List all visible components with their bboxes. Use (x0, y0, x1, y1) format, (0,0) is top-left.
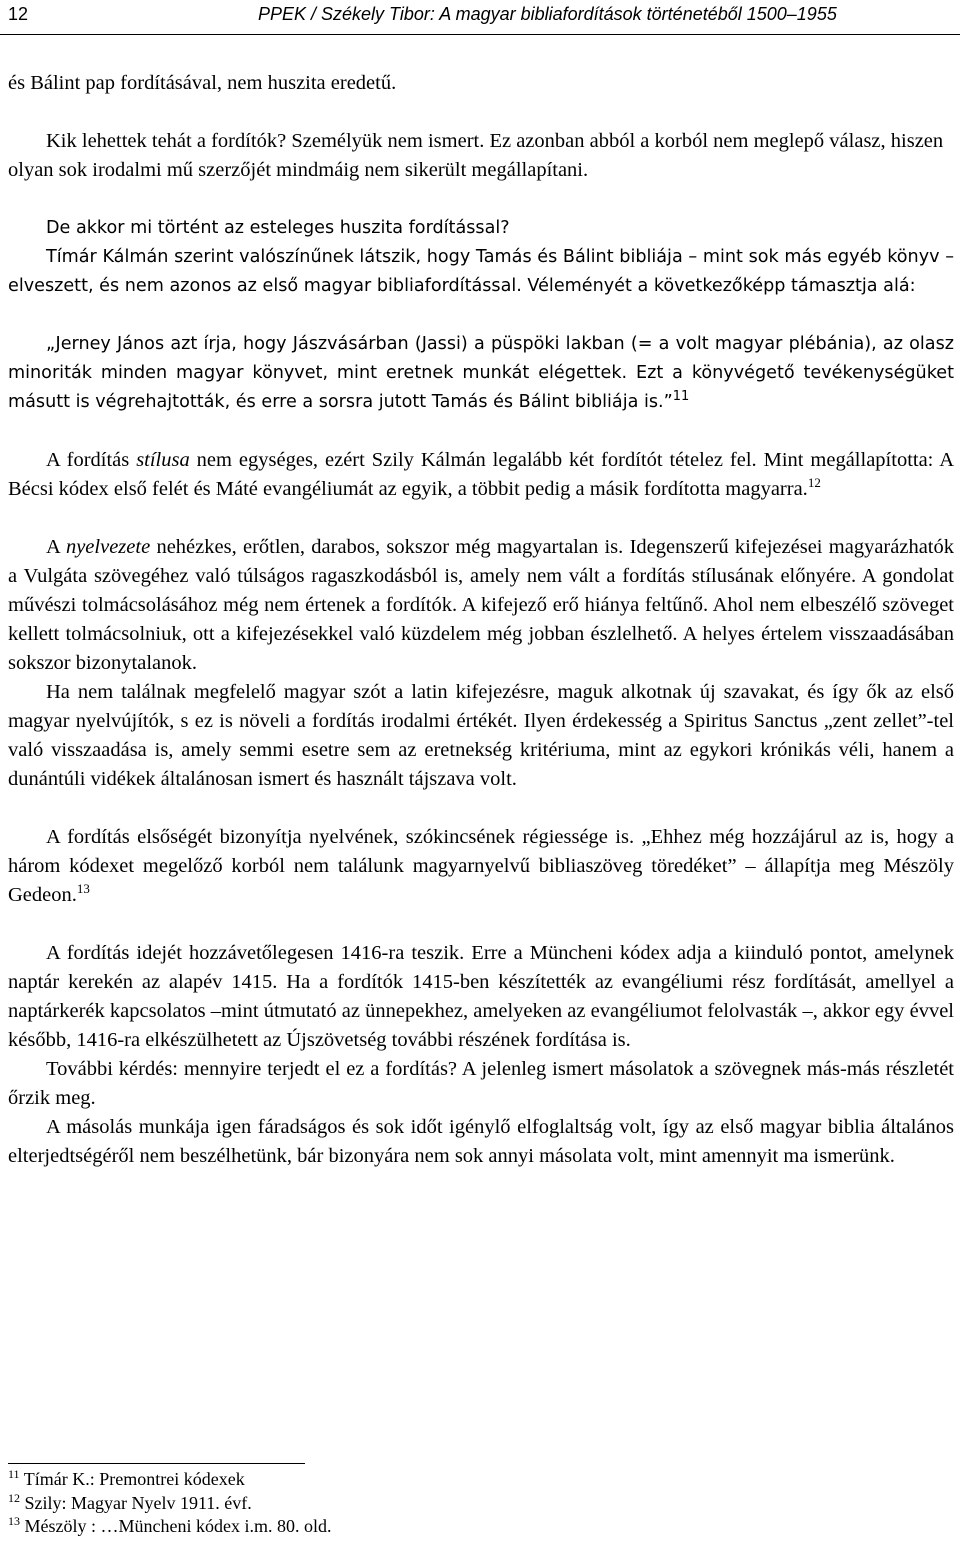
paragraph (8, 446, 954, 504)
paragraph: A másolás munkája igen fáradságos és sok időt igénylő elfoglaltság volt, így az első magyar biblia általános elterjedtségéről nem beszélhetünk, bár bizonyára nem sok annyi másolata volt, mint amennyit ma ismerünk. (8, 1116, 954, 1167)
paragraph: A fordítás idejét hozzávetőlegesen 1416-ra teszik. Erre a Müncheni kódex adja a kiinduló pontot, amelynek naptár kerekén az alapév 1415. Ha a fordítók 1415-ben készítették az evangéliumi rész fordítását, amellyel a naptárkerék kapcsolatos –mint útmutató az ünnepekhez, amelyeken az evangéliumot felolvasták –, akkor egy évvel később, 1416-ra elkészülhetett az Újszövetség további részének fordítása is. (8, 942, 954, 1051)
paragraph: Tímár Kálmán szerint valószínűnek látszik, hogy Tamás és Bálint bibliája – mint sok más egyéb könyv – elveszett, és nem azonos az első magyar bibliafordítással. Véleményét a következőképp támasztja alá: (8, 247, 954, 296)
footnote-separator (8, 1463, 305, 1464)
footnote-text: Szily: Magyar Nyelv 1911. évf. (24, 1492, 252, 1513)
emphasis: nyelvezete (65, 536, 151, 558)
emphasis: stílusa (136, 449, 190, 471)
paragraph: De akkor mi történt az esteleges huszita fordítással? (46, 218, 510, 238)
paragraph (8, 533, 954, 678)
footnote-text: Mészöly : …Müncheni kódex i.m. 80. old. (24, 1516, 332, 1536)
footnote (8, 1515, 908, 1539)
text-run: A (46, 536, 66, 558)
paragraph: és Bálint pap fordításával, nem huszita eredetű. (8, 72, 397, 94)
footnote-ref: 12 (807, 475, 821, 491)
footnote-text: Tímár K.: Premontrei kódexek (23, 1469, 245, 1489)
page-number: 12 (8, 4, 29, 24)
footnote (8, 1492, 908, 1516)
footnote (8, 1468, 908, 1492)
footnote-ref: 13 (76, 881, 90, 897)
footnotes (8, 1468, 908, 1539)
footnote-ref: 11 (672, 389, 690, 405)
text-run: A fordítás (46, 449, 137, 471)
footnote-number: 12 (8, 1490, 20, 1505)
quote-text: „Jerney János azt írja, hogy Jászvásárban (Jassi) a püspöki lakban (= a volt magyar plébánia), az olasz minoriták minden magyar könyvet, mint eretnek munkát elégettek. Ezt a könyvégető tevékenységüket másutt is végrehajtották, és erre a sorsra jutott Tamás és Bálint bibliája is.” (8, 334, 954, 412)
text-run: nem egységes, ezért Szily Kálmán legalább két fordítót tételez fel. Mint megállapította: A Bécsi kódex első felét és Máté evangéliumát az egyik, a többit pedig a másik fordította magyarra. (8, 449, 954, 500)
paragraph: Ha nem találnak megfelelő magyar szót a latin kifejezésre, maguk alkotnak új szavakat, és így ők az első magyar nyelvújítók, s ez is növeli a fordítás irodalmi értékét. Ilyen érdekesség a Spiritus Sanctus „zent zellet”-tel való visszaadása is, amely semmi esetre sem az eretnekség kritériuma, mint az egykori krónikás véli, hanem a dunántúli vidékek általánosan ismert és használt tájszava volt. (8, 681, 954, 790)
main-text (8, 69, 954, 1171)
footnote-number: 11 (8, 1467, 20, 1481)
paragraph (8, 823, 954, 910)
text-run: A fordítás elsőségét bizonyítja nyelvének, szókincsének régiessége is. „Ehhez még hozzájárul az is, hogy a három kódexet megelőző korból nem találunk magyarnyelvű bibliaszöveg töredéket” – állapítja meg Mészöly Gedeon. (8, 826, 954, 906)
page-header (0, 0, 960, 35)
paragraph: További kérdés: mennyire terjedt el ez a fordítás? A jelenleg ismert másolatok a szövegnek más-más részletét őrzik meg. (8, 1058, 954, 1109)
running-title: PPEK / Székely Tibor: A magyar bibliafordítások történetéből 1500–1955 (258, 4, 837, 24)
quote-paragraph (8, 330, 954, 417)
text-run: nehézkes, erőtlen, darabos, sokszor még magyartalan is. Idegenszerű kifejezései magyarázhatók a Vulgáta szövegéhez való túlságos ragaszkodásból is, amely nem vált a fordítás stílusának előnyére. A gondolat művészi tolmácsolásához még nem értenek a fordítók. A kifejező erő hiánya feltűnő. Ahol nem elbeszélő szöveget kellett tolmácsolniuk, ott a kifejezésekkel való küzdelem még jobban észlelhető. A helyes értelem visszaadásában sokszor bizonytalanok. (8, 536, 954, 674)
footnote-number: 13 (8, 1514, 20, 1528)
paragraph: Kik lehettek tehát a fordítók? Személyük nem ismert. Ez azonban abból a korból nem meglepő válasz, hiszen olyan sok irodalmi mű szerzőjét mindmáig nem sikerült megállapítani. (8, 130, 944, 181)
